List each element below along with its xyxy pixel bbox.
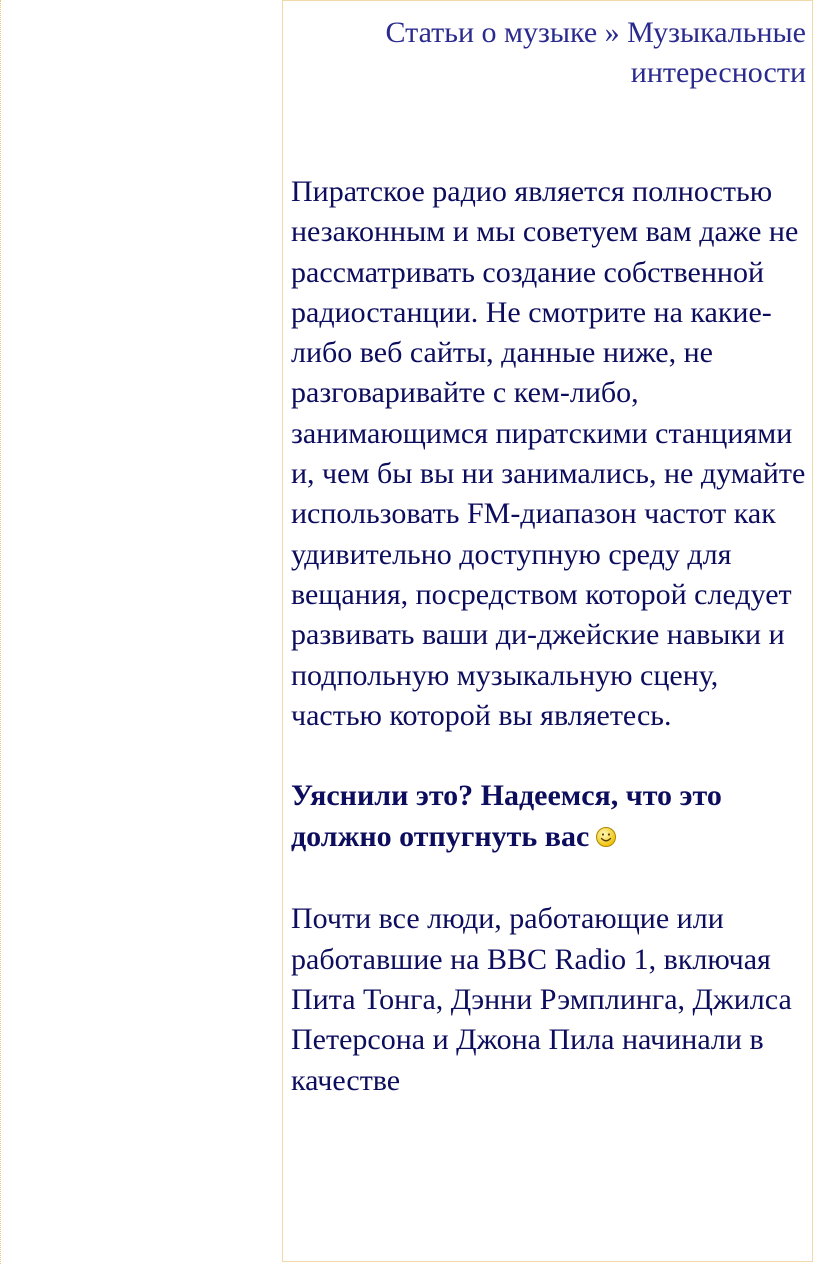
left-dotted-rule [0, 0, 2, 1264]
breadcrumb-link-music-articles[interactable]: Статьи о музыке [385, 16, 598, 49]
bold-note-text: Уяснили это? Надеемся, что это должно отпугнуть вас [291, 779, 722, 853]
content-column [282, 0, 813, 1262]
breadcrumb-separator: » [604, 16, 620, 49]
paragraph-spacer [291, 736, 809, 776]
article-paragraph: Пиратское радио является полностью незаконным и мы советуем вам даже не рассматривать создание собственной радиостанции. Не смотрите на какие-либо веб сайты, данные ниже, не разговаривайте с кем-либо, занимающимся пиратскими станциями и, чем бы вы ни занимались, не думайте использовать FM-диапазон частот как удивительно доступную среду для вещания, посредством которой следует развивать ваши ди-джейские навыки и подпольную музыкальную сцену, частью которой вы являетесь. [291, 175, 806, 732]
breadcrumb-link-music-curiosities[interactable]: Музыкальные интересности [627, 16, 806, 89]
paragraph-spacer [291, 859, 809, 899]
smiley-icon [595, 819, 617, 859]
article-bold-note [291, 776, 809, 859]
article-paragraph: Почти все люди, работающие или работавшие на BBC Radio 1, включая Пита Тонга, Дэнни Рэмплинга, Джилса Петерсона и Джона Пила начинали в качестве [291, 902, 792, 1097]
breadcrumb [306, 13, 806, 93]
article-body [291, 172, 809, 1101]
